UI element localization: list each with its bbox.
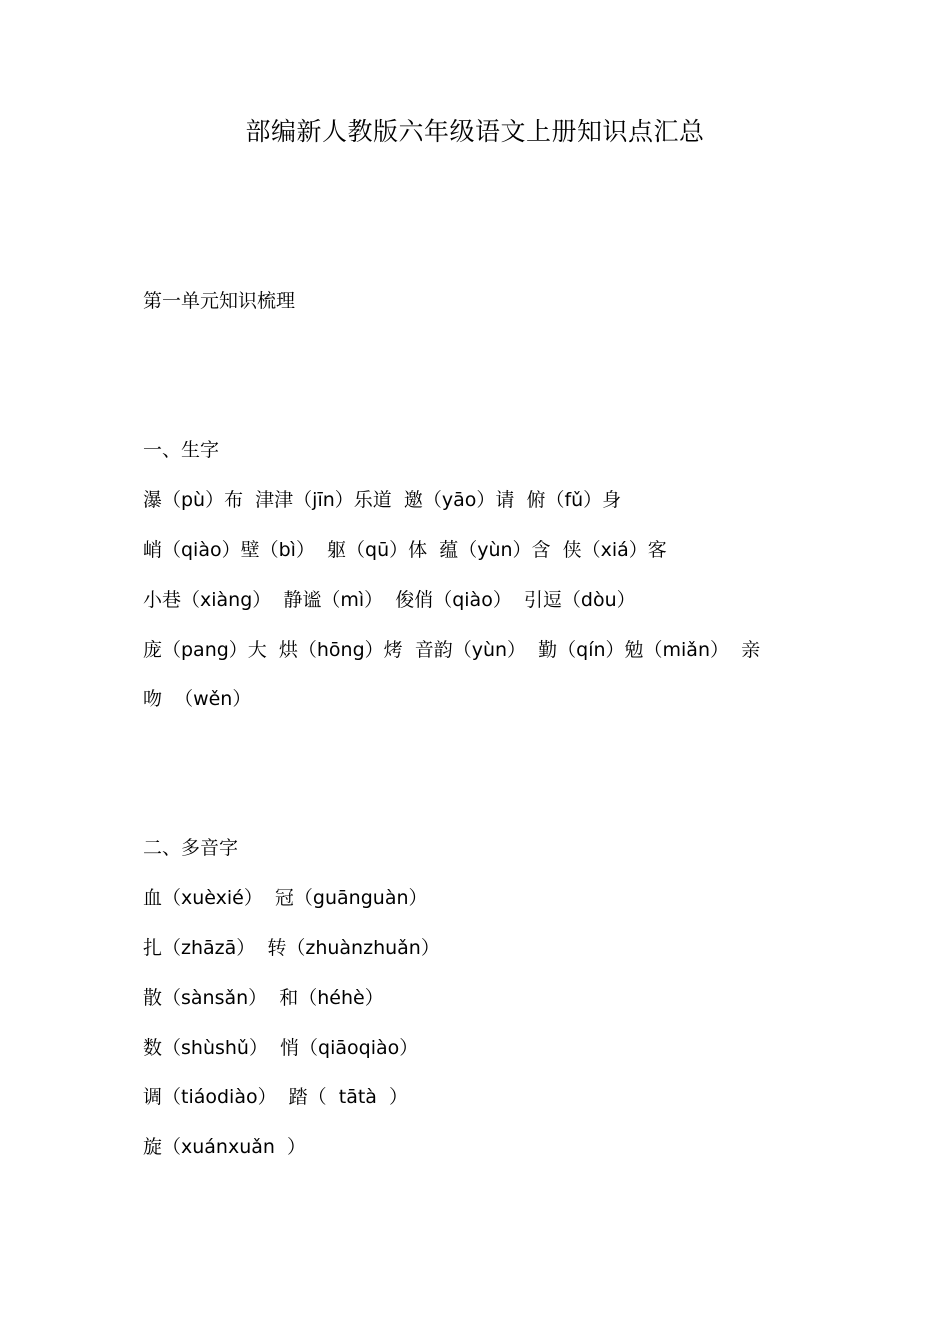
new-characters-line: 小巷（xiàng） 静谧（mì） 俊俏（qiào） 引逗（dòu）: [143, 589, 636, 611]
document-title: 部编新人教版六年级语文上册知识点汇总: [245, 117, 705, 146]
polyphonic-line: 血（xuèxié） 冠（guānguàn）: [143, 887, 428, 909]
unit-heading: 第一单元知识梳理: [143, 290, 296, 312]
polyphonic-line: 散（sànsǎn） 和（héhè）: [143, 987, 384, 1009]
new-characters-line: 峭（qiào）壁（bì） 躯（qū）体 蕴（yùn）含 侠（xiá）客: [143, 539, 667, 561]
polyphonic-line: 调（tiáodiào） 踏（ tātà ）: [143, 1086, 409, 1108]
new-characters-line: 庞（pang）大 烘（hōng）烤 音韵（yùn） 勤（qín）勉（miǎn） 亲: [143, 639, 761, 661]
polyphonic-line: 扎（zhāzā） 转（zhuànzhuǎn）: [143, 937, 440, 959]
polyphonic-line: 数（shùshǔ） 悄（qiāoqiào）: [143, 1037, 419, 1059]
section-heading-new-characters: 一、生字: [143, 439, 220, 461]
new-characters-line: 吻 （wěn）: [143, 688, 252, 710]
section-heading-polyphonic-characters: 二、多音字: [143, 837, 239, 859]
polyphonic-line: 旋（xuánxuǎn ）: [143, 1136, 307, 1158]
new-characters-line: 瀑（pù）布 津津（jīn）乐道 邀（yāo）请 俯（fǔ）身: [143, 489, 622, 511]
